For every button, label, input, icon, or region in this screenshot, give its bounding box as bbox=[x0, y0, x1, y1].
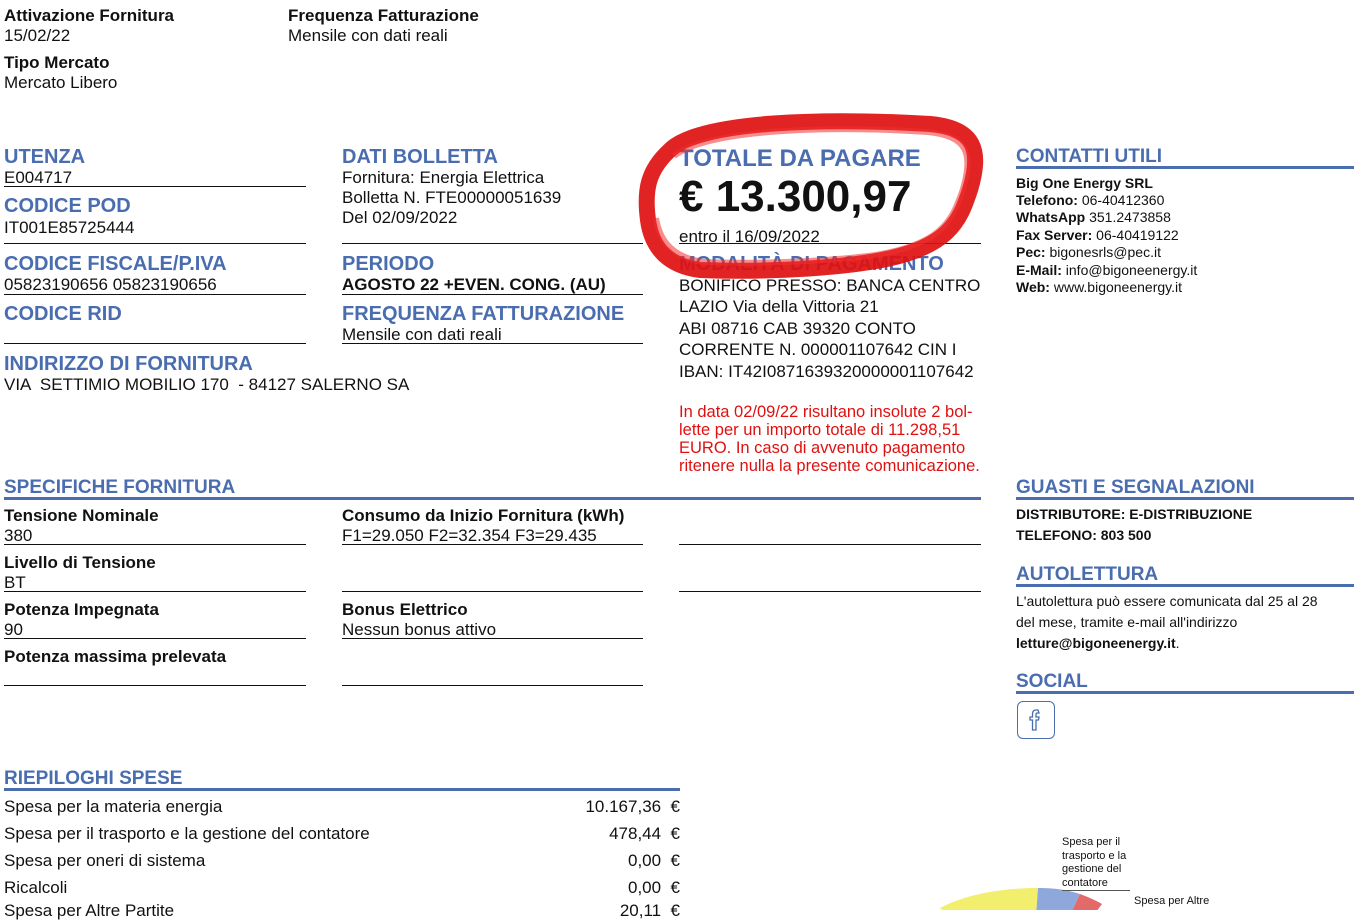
potenza-label: Potenza Impegnata bbox=[4, 600, 159, 619]
dati-bolletta-heading: DATI BOLLETTA bbox=[342, 146, 498, 168]
divider bbox=[4, 294, 306, 295]
periodo-heading: PERIODO bbox=[342, 253, 435, 275]
divider bbox=[4, 186, 306, 187]
divider bbox=[4, 591, 306, 592]
divider bbox=[4, 638, 306, 639]
divider bbox=[342, 544, 643, 545]
freq-fatturazione-value: Mensile con dati reali bbox=[342, 325, 502, 344]
contact-web: Web: www.bigoneenergy.it bbox=[1016, 279, 1183, 295]
section-divider bbox=[1016, 584, 1354, 587]
contact-telefono: Telefono: 06-40412360 bbox=[1016, 192, 1165, 208]
table-row: Ricalcoli 0,00 € bbox=[4, 878, 680, 897]
pie-label-altre: Spesa per Altre bbox=[1134, 895, 1210, 907]
autolettura-text: L'autolettura può essere comunicata dal 25 al 28 bbox=[1016, 593, 1318, 609]
contact-whatsapp: WhatsApp 351.2473858 bbox=[1016, 209, 1171, 225]
bolletta-numero: Bolletta N. FTE00000051639 bbox=[342, 188, 562, 207]
totale-heading: TOTALE DA PAGARE bbox=[679, 145, 921, 172]
codice-rid-heading: CODICE RID bbox=[4, 303, 122, 325]
section-divider bbox=[4, 497, 981, 500]
tipo-mercato-label: Tipo Mercato bbox=[4, 53, 110, 72]
pie-leader-line bbox=[1062, 890, 1130, 891]
periodo-value: AGOSTO 22 +EVEN. CONG. (AU) bbox=[342, 275, 606, 294]
divider bbox=[679, 591, 981, 592]
autolettura-heading: AUTOLETTURA bbox=[1016, 564, 1159, 585]
divider bbox=[4, 343, 306, 344]
pagamento-line: LAZIO Via della Vittoria 21 bbox=[679, 297, 879, 316]
social-heading: SOCIAL bbox=[1016, 671, 1088, 692]
riepiloghi-heading: RIEPILOGHI SPESE bbox=[4, 768, 183, 789]
pagamento-line: ABI 08716 CAB 39320 CONTO bbox=[679, 319, 916, 338]
divider bbox=[679, 544, 981, 545]
indirizzo-value: VIA SETTIMIO MOBILIO 170 - 84127 SALERNO SA bbox=[4, 375, 410, 394]
distributore-line: DISTRIBUTORE: E-DISTRIBUZIONE bbox=[1016, 506, 1253, 522]
contact-email: E-Mail: info@bigoneenergy.it bbox=[1016, 262, 1198, 278]
divider bbox=[342, 294, 643, 295]
pie-slice-energia bbox=[940, 888, 1038, 910]
section-divider bbox=[1016, 166, 1354, 169]
codice-pod-value: IT001E85725444 bbox=[4, 218, 135, 237]
consumo-value: F1=29.050 F2=32.354 F3=29.435 bbox=[342, 526, 597, 545]
utenza-value: E004717 bbox=[4, 168, 73, 187]
highlight-circle bbox=[630, 110, 990, 285]
table-row: Spesa per il trasporto e la gestione del contatore 478,44 € bbox=[4, 824, 680, 843]
table-row: Spesa per oneri di sistema 0,00 € bbox=[4, 851, 680, 870]
company-name: Big One Energy SRL bbox=[1016, 175, 1153, 191]
autolettura-email-line: letture@bigoneenergy.it. bbox=[1016, 635, 1180, 651]
tensione-value: 380 bbox=[4, 526, 33, 545]
insoluti-warning-line: lette per un importo totale di 11.298,51 bbox=[679, 421, 961, 439]
frequenza-value: Mensile con dati reali bbox=[288, 26, 448, 45]
modalita-pagamento-heading: MODALITÀ DI PAGAMENTO bbox=[679, 253, 944, 275]
consumo-label: Consumo da Inizio Fornitura (kWh) bbox=[342, 506, 625, 525]
codice-pod-heading: CODICE POD bbox=[4, 195, 131, 217]
potenza-max-label: Potenza massima prelevata bbox=[4, 647, 227, 666]
contact-fax: Fax Server: 06-40419122 bbox=[1016, 227, 1179, 243]
bonus-value: Nessun bonus attivo bbox=[342, 620, 497, 639]
tipo-mercato-value: Mercato Libero bbox=[4, 73, 118, 92]
iban-line: IBAN: IT42I0871639320000001107642 bbox=[679, 362, 974, 381]
divider bbox=[342, 591, 643, 592]
scadenza-date: entro il 16/09/2022 bbox=[679, 227, 820, 246]
livello-value: BT bbox=[4, 573, 26, 592]
divider bbox=[342, 685, 643, 686]
divider bbox=[342, 343, 643, 344]
utenza-heading: UTENZA bbox=[4, 146, 86, 168]
divider bbox=[342, 638, 643, 639]
facebook-icon[interactable] bbox=[1017, 701, 1055, 739]
section-divider bbox=[1016, 497, 1354, 500]
divider bbox=[4, 243, 306, 244]
bonus-label: Bonus Elettrico bbox=[342, 600, 468, 619]
divider bbox=[342, 243, 643, 244]
section-divider bbox=[1016, 691, 1354, 694]
bolletta-data: Del 02/09/2022 bbox=[342, 208, 458, 227]
contact-pec: Pec: bigonesrls@pec.it bbox=[1016, 244, 1161, 260]
bolletta-fornitura: Fornitura: Energia Elettrica bbox=[342, 168, 545, 187]
divider bbox=[4, 544, 306, 545]
guasti-heading: GUASTI E SEGNALAZIONI bbox=[1016, 477, 1255, 498]
pagamento-line: CORRENTE N. 000001107642 CIN I bbox=[679, 340, 957, 359]
potenza-value: 90 bbox=[4, 620, 23, 639]
table-row: Spesa per la materia energia 10.167,36 € bbox=[4, 797, 680, 816]
livello-label: Livello di Tensione bbox=[4, 553, 156, 572]
pagamento-line: BONIFICO PRESSO: BANCA CENTRO bbox=[679, 276, 981, 295]
insoluti-warning-line: In data 02/09/22 risultano insolute 2 bol- bbox=[679, 403, 973, 421]
frequenza-label: Frequenza Fatturazione bbox=[288, 6, 479, 25]
insoluti-warning-line: EURO. In caso di avvenuto pagamento bbox=[679, 439, 966, 457]
divider bbox=[4, 685, 306, 686]
table-row: Spesa per Altre Partite 20,11 € bbox=[4, 901, 680, 920]
insoluti-warning-line: ritenere nulla la presente comunicazione. bbox=[679, 457, 980, 475]
pie-label-trasporto: Spesa per il trasporto e la gestione del contatore bbox=[1062, 836, 1127, 889]
codice-fiscale-heading: CODICE FISCALE/P.IVA bbox=[4, 253, 227, 275]
attivazione-value: 15/02/22 bbox=[4, 26, 71, 45]
totale-amount: € 13.300,97 bbox=[679, 172, 912, 221]
contatti-heading: CONTATTI UTILI bbox=[1016, 146, 1162, 167]
codice-fiscale-value: 05823190656 05823190656 bbox=[4, 275, 217, 294]
specifiche-heading: SPECIFICHE FORNITURA bbox=[4, 477, 236, 498]
autolettura-text: del mese, tramite e-mail all'indirizzo bbox=[1016, 614, 1238, 630]
autolettura-email[interactable]: letture@bigoneenergy.it bbox=[1016, 635, 1176, 651]
section-divider bbox=[4, 788, 680, 791]
telefono-guasti-line: TELEFONO: 803 500 bbox=[1016, 527, 1152, 543]
tensione-label: Tensione Nominale bbox=[4, 506, 159, 525]
indirizzo-heading: INDIRIZZO DI FORNITURA bbox=[4, 353, 253, 375]
attivazione-label: Attivazione Fornitura bbox=[4, 6, 175, 25]
freq-fatturazione-heading: FREQUENZA FATTURAZIONE bbox=[342, 303, 625, 325]
